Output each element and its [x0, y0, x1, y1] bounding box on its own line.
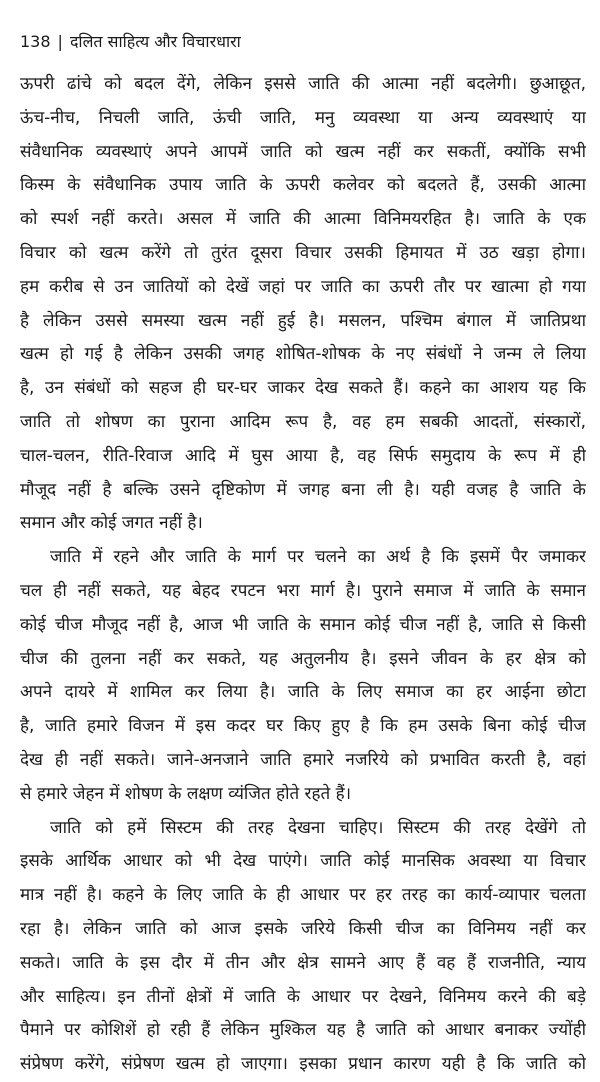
page-number: 138 [20, 32, 51, 51]
book-title: दलित साहित्य और विचारधारा [69, 32, 241, 51]
text-line: सकते। जाति के इस दौर में तीन और क्षेत्र सामने आए हैं वह हैं राजनीति, न्याय [20, 952, 586, 973]
text-line: चीज की तुलना नहीं कर सकते, यह अतुलनीय है। इसने जीवन के हर क्षेत्र को [20, 648, 586, 669]
text-line: संवैधानिक व्यवस्थाएं अपने आपमें जाति को खत्म नहीं कर सकतीं, क्योंकि सभी [20, 141, 586, 162]
text-line: है, जाति हमारे विजन में इस कदर घर किए हुए है कि हम उसके बिना कोई चीज [20, 716, 586, 737]
text-line: पैमाने पर कोशिशें हो रही हैं लेकिन मुश्किल यह है जाति को आधार बनाकर ज्योंही [20, 1020, 586, 1041]
paragraph [20, 68, 586, 541]
text-line: से हमारे जेहन में शोषण के लक्षण व्यंजित होते रहते हैं। [20, 783, 352, 804]
text-line: कोई चीज मौजूद नहीं है, आज भी जाति के समान कोई चीज नहीं है, जाति से किसी [20, 614, 586, 635]
text-line: रहा है। लेकिन जाति को आज इसके जरिये किसी चीज का विनिमय नहीं कर [20, 918, 586, 939]
body-text [20, 68, 586, 1082]
text-line: खत्म हो गई है लेकिन उसकी जगह शोषित-शोषक के नए संबंधों ने जन्म ले लिया [20, 344, 586, 365]
text-line: जाति तो शोषण का पुराना आदिम रूप है, वह हम सबकी आदतों, संस्कारों, [20, 411, 586, 432]
text-line: किस्म के संवैधानिक उपाय जाति के ऊपरी कलेवर को बदलते हैं, उसकी आत्मा [20, 175, 586, 196]
header-separator: | [57, 32, 63, 51]
text-line: है, उन संबंधों को सहज ही घर-घर जाकर देख सकते हैं। कहने का आशय यह कि [20, 378, 586, 399]
text-line: जाति को हमें सिस्टम की तरह देखना चाहिए। सिस्टम की तरह देखेंगे तो [50, 817, 586, 838]
text-line: अपने दायरे में शामिल कर लिया है। जाति के लिए समाज का हर आईना छोटा [20, 682, 586, 703]
text-line: ऊपरी ढांचे को बदल देंगे, लेकिन इससे जाति की आत्मा नहीं बदलेगी। छुआछूत, [20, 74, 586, 94]
text-line: संप्रेषण करेंगे, संप्रेषण खत्म हो जाएगा। इसका प्रधान कारण यही है कि जाति को [20, 1054, 586, 1075]
running-header [20, 32, 586, 52]
text-line: इसके आर्थिक आधार को भी देख पाएंगे। जाति कोई मानसिक अवस्था या विचार [20, 851, 586, 872]
text-line: चल ही नहीं सकते, यह बेहद रपटन भरा मार्ग है। पुराने समाज में जाति के समान [20, 580, 586, 601]
text-line: समान और कोई जगत नहीं है। [20, 513, 203, 534]
text-line: मौजूद नहीं है बल्कि उसने दृष्टिकोण में जगह बना ली है। यही वजह है जाति के [20, 479, 586, 500]
text-line: हम करीब से उन जातियों को देखें जहां पर जाति का ऊपरी तौर पर खात्मा हो गया [20, 276, 586, 297]
text-line: को स्पर्श नहीं करते। असल में जाति की आत्मा विनिमयरहित है। जाति के एक [20, 209, 586, 230]
text-line: ऊंच-नीच, निचली जाति, ऊंची जाति, मनु व्यवस्था या अन्य व्यवस्थाएं या [20, 107, 586, 128]
text-line: जाति में रहने और जाति के मार्ग पर चलने का अर्थ है कि इसमें पैर जमाकर [50, 547, 586, 568]
text-line: मात्र नहीं है। कहने के लिए जाति के ही आधार पर हर तरह का कार्य-व्यापार चलता [20, 885, 586, 906]
text-line: देख ही नहीं सकते। जाने-अनजाने जाति हमारे नजरिये को प्रभावित करती है, वहां [20, 749, 586, 770]
paragraph [20, 812, 586, 1082]
text-line: चाल-चलन, रीति-रिवाज आदि में घुस आया है, वह सिर्फ समुदाय के रूप में ही [20, 445, 586, 466]
text-line: है लेकिन उससे समस्या खत्म नहीं हुई है। मसलन, पश्चिम बंगाल में जातिप्रथा [20, 310, 586, 331]
paragraph [20, 541, 586, 811]
text-line: और साहित्य। इन तीनों क्षेत्रों में जाति के आधार पर देखने, विनिमय करने की बड़े [20, 986, 586, 1007]
text-line: विचार को खत्म करेंगे तो तुरंत दूसरा विचार उसकी हिमायत में उठ खड़ा होगा। [20, 242, 586, 263]
